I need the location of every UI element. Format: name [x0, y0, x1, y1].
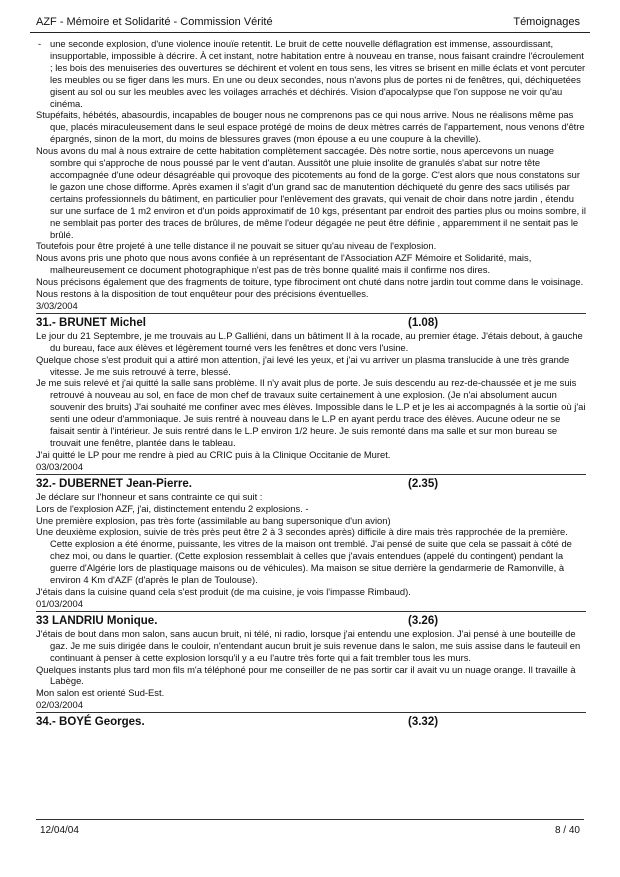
- paragraph: Mon salon est orienté Sud-Est.: [36, 687, 165, 699]
- divider: [36, 712, 586, 713]
- entry-date: 03/03/2004: [36, 460, 83, 472]
- paragraph: Je me suis relevé et j'ai quitté la salle sans problème. Il n'y avait plus de porte. Je suis descendu au rez-de-chaussée et je me suis retrouvé à nouveau au sol, en face de mon chef de travaux suite certainement à une explosion. (Je n'ai absolument aucun souvenir des bruits) J'ai souhaité me confiner avec mes élèves. Impossible dans le L.P et je les ai accompagnés à la sortie où j'ai senti une odeur d'ammoniaque. Je suis rentré à nouveau dans le L.P en ayant perdu trace des élèves. Aucune odeur ne se faisait sentir à l'intérieur. Je suis rentré dans le L.P environ 1/2 heure. Je suis remonté dans ma salle et sur mon bureau se trouvait une fenêtre, plantée dans le tableau.: [36, 377, 586, 448]
- page-number: 8 / 40: [554, 825, 580, 836]
- entry-name: 33 LANDRIU Monique.: [36, 614, 158, 627]
- paragraph: Une deuxième explosion, suivie de très près peut être 2 à 3 secondes après) difficile à dire mais très rapprochée de la première. Cette explosion a été énorme, puissante, les vitres de la maison ont tremblé. J'ai pensé de suite que cela se passait à côté de chez moi, ou dans le quartier. (Cette explosion ressemblait à celles que j'avais entendues (appelé du contingent) pendant la guerre d'Algérie lors de plastiquage maisons ou de véhicules). Ma maison se situe derrière la gendarmerie de Ramonville, à environ 4 Km d'AZF (d'après le plan de Toulouse).: [36, 526, 572, 586]
- entry-date: 3/03/2004: [36, 299, 78, 311]
- document-body: [36, 38, 586, 729]
- paragraph: J'ai quitté le LP pour me rendre à pied au CRIC puis à la Clinique Occitanie de Muret.: [36, 448, 391, 460]
- page-header: [30, 14, 590, 33]
- paragraph: Nous restons à la disposition de tout enquêteur pour des précisions éventuelles.: [36, 288, 369, 300]
- paragraph: Une première explosion, pas très forte (assimilable au bang supersonique d'un avion): [36, 514, 391, 526]
- entry-name: 31.- BRUNET Michel: [36, 316, 146, 329]
- paragraph: Toutefois pour être projeté à une telle distance il ne pouvait se situer qu'au niveau de l'explosion.: [36, 240, 437, 252]
- page-footer: [36, 819, 584, 836]
- entry-code: (3.32): [408, 716, 439, 729]
- entry-name: 34.- BOYÉ Georges.: [36, 716, 145, 729]
- paragraph: Quelque chose s'est produit qui a attiré mon attention, j'ai levé les yeux, et j'ai vu arriver un plasma translucide à une très grande vitesse. Je me suis retrouvé à terre, blessé.: [36, 353, 570, 377]
- entry-title: [36, 715, 586, 729]
- entry-date: 02/03/2004: [36, 699, 83, 711]
- paragraph: J'étais dans la cuisine quand cela s'est produit (de ma cuisine, je vois l'impasse Rimbaud).: [36, 585, 411, 597]
- paragraph: Lors de l'explosion AZF, j'ai, distinctement entendu 2 explosions. -: [36, 502, 309, 514]
- entry-title: [36, 614, 586, 628]
- divider: [36, 313, 586, 314]
- footer-date: 12/04/04: [40, 825, 79, 836]
- divider: [36, 474, 586, 475]
- paragraph: - une seconde explosion, d'une violence inouïe retentit. Le bruit de cette nouvelle déflagration est immense, assourdissant, insupportable, impossible à décrire. À cet instant, notre habitation entre à nouveau en transe, nous faisant craindre l'écroulement ; les bois des menuiseries des ouvertures se déchirent et volent en tous sens, les vitres se brisent en mille éclats et vont percuter les meubles ou se figer dans les murs. En une ou deux secondes, nous n'avons plus de portes ni de fenêtres, qui, déchiquetées gisent au sol ou sur les meubles avec les voilages arrachés et déchirés. Vision d'apocalypse que l'on suppose ne voir qu'au cinéma.: [36, 38, 586, 109]
- paragraph: J'étais de bout dans mon salon, sans aucun bruit, ni télé, ni radio, lorsque j'ai entendu une explosion. J'ai pensé à une bouteille de gaz. Je me suis dirigée dans le couloir, n'entendant aucun bruit je suis revenue dans le salon, me suis assise dans le fauteuil en continuant à penser à cette explosion lorsqu'il y a eu l'autre très forte qui a fait trembler tous les murs.: [36, 627, 581, 663]
- entry-code: (2.35): [408, 477, 439, 490]
- divider: [36, 611, 586, 612]
- entry-date: 01/03/2004: [36, 597, 83, 609]
- entry-name: 32.- DUBERNET Jean-Pierre.: [36, 477, 192, 490]
- paragraph: Nous avons du mal à nous extraire de cette habitation complètement saccagée. Dès notre sortie, nous apercevons un nuage sombre qui s'approche de nous poussé par le vent d'autan. Aussitôt une pluie insolite de granulés s'abat sur notre tête accompagnée d'une odeur désagréable qui provoque des picotements au fond de la gorge. C'est alors que nous constatons sur le gazon une chose difforme. Après examen il s'agit d'un grand sac de manutention déchiqueté du genre des sacs utilisés par certains professionnels du bâtiment, en particulier pour l'enlèvement des gravats, qui venait de choir dans notre jardin , étendu sur une surface de 1 m2 environ et d'un poids approximatif de 10 kgs, présentant par endroit des parties plus ou moins sombre, il ne semblait pas porter des traces de brûlures, de même l'odeur dégagée ne peut être définie , apparemment il ne sentait pas le brûlé.: [36, 145, 586, 240]
- paragraph: Nous précisons également que des fragments de toiture, type fibrociment ont chuté dans notre jardin tout comme dans le voisinage.: [36, 276, 584, 288]
- paragraph: Je déclare sur l'honneur et sans contrainte ce qui suit :: [36, 490, 263, 502]
- paragraph: Nous avons pris une photo que nous avons confiée à un représentant de l'Association AZF Mémoire et Solidarité, mais, malheureusement ce document photographique n'est pas de très bonne qualité mais il confirme nos dires.: [36, 252, 532, 276]
- paragraph: Le jour du 21 Septembre, je me trouvais au L.P Galliéni, dans un bâtiment II à la rocade, au premier étage. J'étais debout, à gauche du bureau, face aux élèves et légèrement tourné vers les fenêtres et donc vers l'usine.: [36, 329, 583, 353]
- header-title: AZF - Mémoire et Solidarité - Commission Vérité: [36, 16, 273, 28]
- header-section: Témoignages: [513, 16, 580, 28]
- paragraph: Stupéfaits, hébétés, abasourdis, incapables de bouger nous ne comprenons pas ce qui nous arrive. Nous ne réalisons même pas que, placés miraculeusement dans le seul espace protégé de moins de deux mètres carrés de l'appartement, nous venons d'être épargnés, sinon de la mort, du moins de blessures graves (mon épouse a eu une coupure à la cheville).: [36, 109, 585, 145]
- paragraph: Quelques instants plus tard mon fils m'a téléphoné pour me conseiller de ne pas sortir car il avait vu un nuage orange. Il travaille à Labège.: [36, 663, 576, 687]
- entry-title: [36, 316, 586, 330]
- entry-code: (3.26): [408, 614, 439, 627]
- entry-code: (1.08): [408, 316, 439, 329]
- entry-title: [36, 477, 586, 491]
